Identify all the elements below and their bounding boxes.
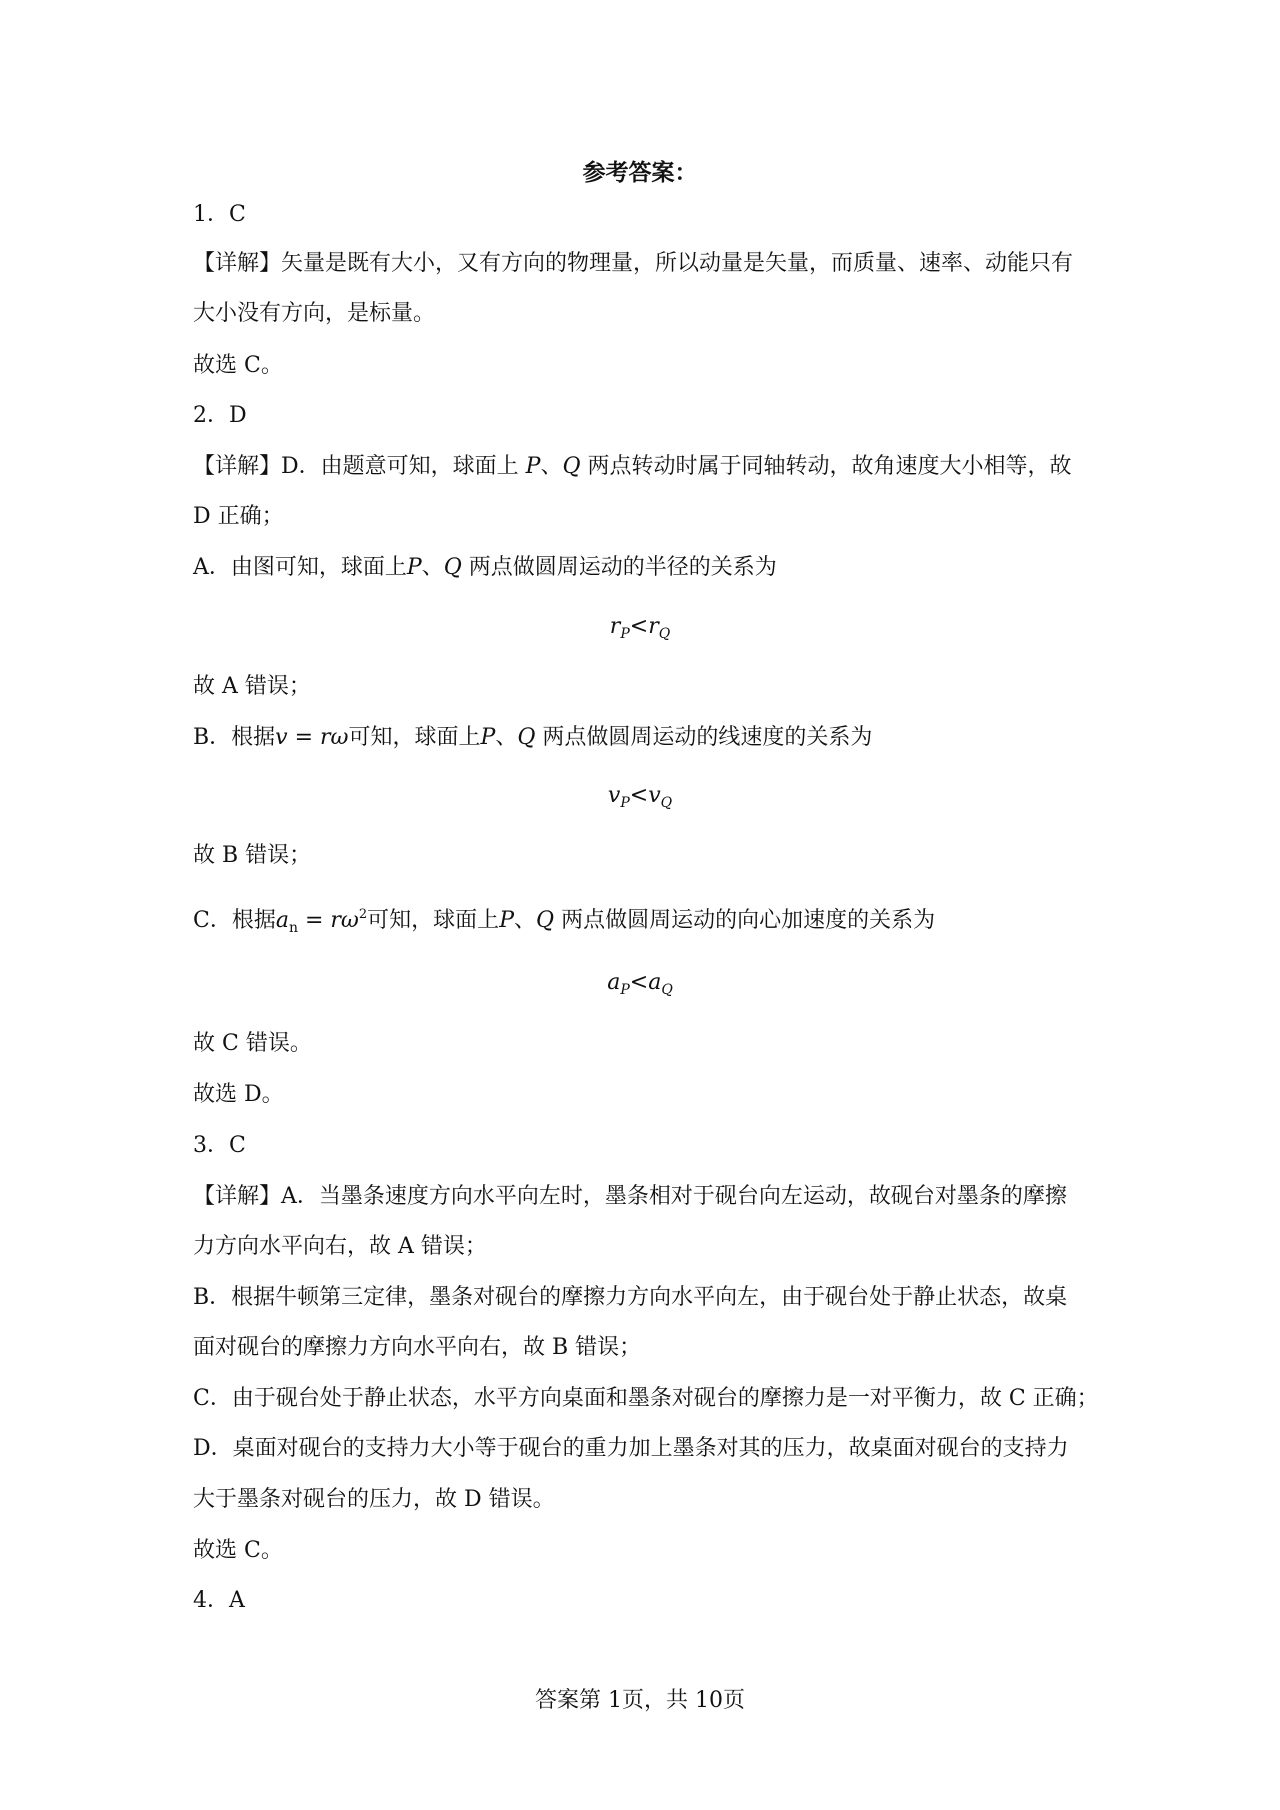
page-footer: 答案第 1页，共 10页 [535, 1688, 745, 1713]
formula-v-compare [0, 778, 1280, 821]
q1-detail-line-1: 【详解】矢量是既有大小，又有方向的物理量，所以动量是矢量，而质量、速率、动能只有 [193, 251, 1074, 276]
symbol-q: Q [562, 454, 581, 479]
formula-var: a [607, 970, 621, 995]
q2-answer-head: 2．D [193, 403, 247, 428]
formula-var: r [609, 614, 621, 639]
symbol-p: P [499, 908, 514, 933]
symbol-q: Q [536, 908, 555, 933]
formula-sub: Q [658, 626, 671, 642]
formula-op: < [629, 614, 649, 639]
separator: 、 [514, 908, 537, 933]
formula-sub: Q [661, 982, 673, 998]
q3-detail-line-7: 大于墨条对砚台的压力，故 D 错误。 [193, 1487, 555, 1512]
q2-conclusion: 故选 D。 [193, 1082, 284, 1107]
q2-c-text-c: 两点做圆周运动的向心加速度的关系为 [561, 908, 936, 933]
q4-answer-head: 4．A [193, 1588, 245, 1613]
formula-sub: n [288, 920, 298, 936]
formula-a-compare [0, 965, 1280, 1008]
symbol-p: P [525, 454, 541, 479]
symbol-q: Q [443, 555, 462, 580]
formula-r-compare [0, 609, 1280, 652]
q3-detail-line-6: D．桌面对砚台的支持力大小等于砚台的重力加上墨条对其的压力，故桌面对砚台的支持力 [193, 1436, 1069, 1461]
q2-c-text-b: 可知，球面上 [367, 908, 500, 933]
page-title: 参考答案： [582, 159, 698, 186]
q1-detail-line-2: 大小没有方向，是标量。 [193, 301, 436, 326]
symbol-p: P [480, 725, 496, 750]
q2-b-text-b: 可知，球面上 [348, 725, 481, 750]
separator: 、 [421, 555, 444, 580]
q2-option-c-wrong: 故 C 错误。 [193, 1031, 312, 1056]
q2-a-text-a: A．由图可知，球面上 [193, 555, 407, 580]
q3-detail-line-4: 面对砚台的摩擦力方向水平向右，故 B 错误； [193, 1335, 642, 1360]
q2-d-text-a: 【详解】D．由题意可知，球面上 [193, 454, 519, 479]
formula-var: a [275, 908, 289, 933]
q2-c-text-a: C．根据 [193, 908, 276, 933]
formula-sup: 2 [358, 907, 368, 922]
q3-detail-line-1: 【详解】A．当墨条速度方向水平向左时，墨条相对于砚台向左运动，故砚台对墨条的摩擦 [193, 1184, 1067, 1209]
formula-sub: Q [660, 795, 673, 811]
q3-detail-line-2: 力方向水平向右，故 A 错误； [193, 1234, 487, 1259]
q2-option-b-wrong: 故 B 错误； [193, 843, 312, 868]
q2-option-a [193, 550, 1098, 586]
separator: 、 [540, 454, 563, 479]
q3-detail-line-5: C．由于砚台处于静止状态，水平方向桌面和墨条对砚台的摩擦力是一对平衡力，故 C 正确； [193, 1386, 1099, 1411]
q2-option-a-wrong: 故 A 错误； [193, 674, 311, 699]
formula-sub: P [620, 795, 630, 811]
q2-a-text-b: 两点做圆周运动的半径的关系为 [468, 555, 777, 580]
formula-var: a [648, 970, 662, 995]
formula-sub: P [620, 626, 630, 642]
q1-conclusion: 故选 C。 [193, 353, 283, 378]
q2-d-text-b: 两点转动时属于同轴转动，故角速度大小相等，故 [587, 454, 1072, 479]
formula-op: < [629, 970, 649, 995]
symbol-q: Q [517, 725, 536, 750]
q2-b-text-c: 两点做圆周运动的线速度的关系为 [542, 725, 873, 750]
q3-conclusion: 故选 C。 [193, 1538, 283, 1563]
symbol-p: P [406, 555, 422, 580]
q1-answer-head: 1．C [193, 202, 246, 227]
q3-detail-line-3: B．根据牛顿第三定律，墨条对砚台的摩擦力方向水平向左，由于砚台处于静止状态，故桌 [193, 1285, 1068, 1310]
formula-v-eq: v = rω [275, 725, 349, 750]
q2-detail-d-line-2: D 正确； [193, 504, 284, 529]
q2-option-b [193, 720, 1098, 756]
formula-var: v [648, 783, 661, 808]
formula-var: v [607, 783, 621, 808]
q2-option-c [193, 897, 1098, 946]
q2-b-text-a: B．根据 [193, 725, 276, 750]
q2-detail-d-line-1 [193, 449, 1098, 485]
q3-answer-head: 3．C [193, 1133, 246, 1158]
formula-a-rhs: = rω [298, 908, 359, 933]
formula-sub: P [620, 982, 630, 998]
separator: 、 [495, 725, 518, 750]
formula-op: < [629, 783, 649, 808]
formula-var: r [648, 614, 659, 639]
